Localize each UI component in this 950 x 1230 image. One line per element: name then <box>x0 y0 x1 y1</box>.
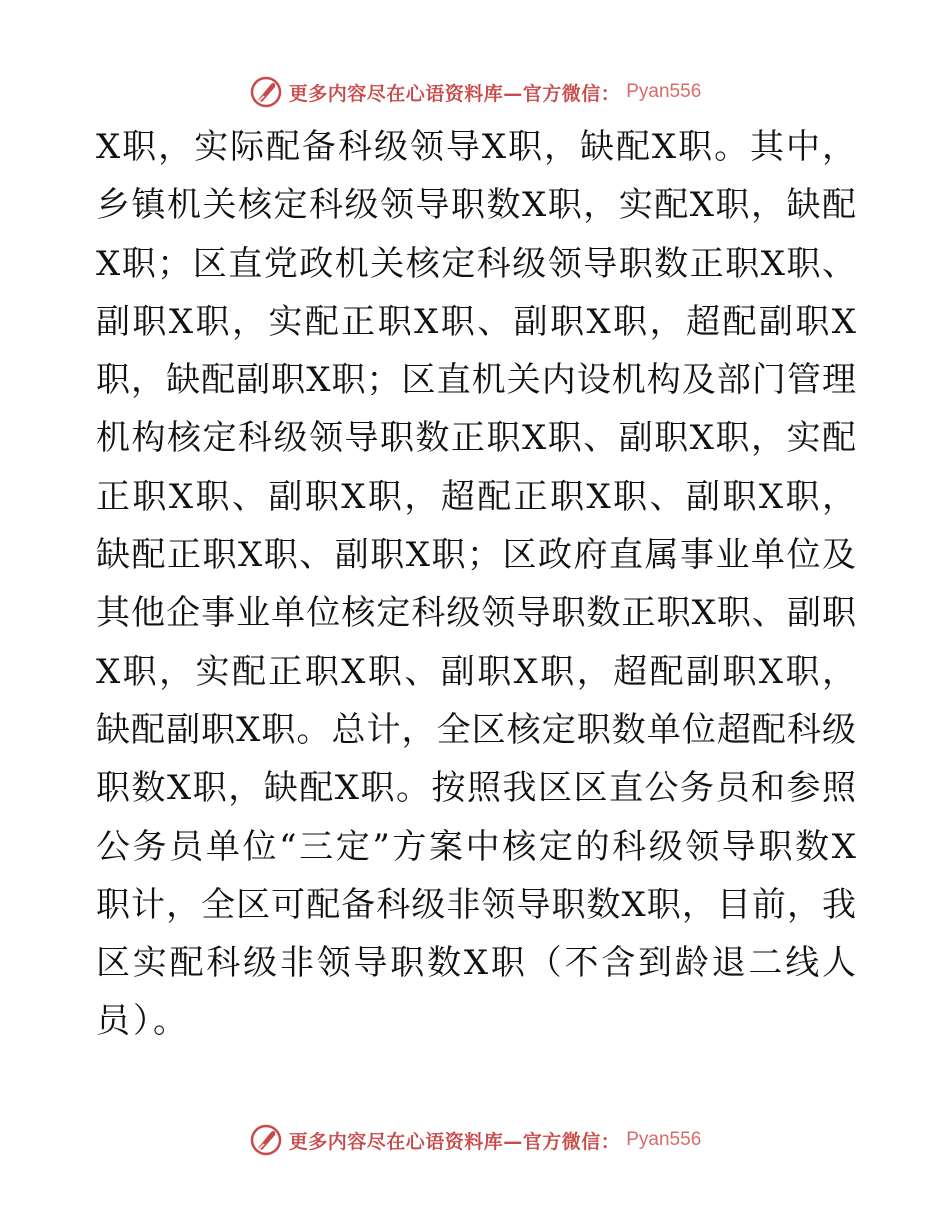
header-watermark-content <box>249 75 702 109</box>
body-line: 职，缺配副职X职；区直机关内设机构及部门管理 <box>96 360 856 401</box>
body-line: 机构核定科级领导职数正职X职、副职X职，实配 <box>96 418 856 459</box>
body-line: 乡镇机关核定科级领导职数X职，实配X职，缺配 <box>96 185 856 226</box>
header-watermark-account: Pyan556 <box>626 81 702 102</box>
body-line: 员）。 <box>96 1001 190 1042</box>
body-line: 区实配科级非领导职数X职（不含到龄退二线人 <box>96 943 856 984</box>
body-line: 其他企事业单位核定科级领导职数正职X职、副职 <box>96 593 856 634</box>
body-line: 副职X职，实配正职X职、副职X职，超配副职X <box>96 301 856 342</box>
body-line: 缺配正职X职、副职X职；区政府直属事业单位及 <box>96 535 856 576</box>
header-watermark-banner <box>0 72 950 112</box>
body-line: 职数X职，缺配X职。按照我区区直公务员和参照 <box>96 768 856 809</box>
footer-watermark-banner <box>0 1120 950 1160</box>
body-line: 公务员单位“三定”方案中核定的科级领导职数X <box>96 826 856 867</box>
header-watermark-text: 更多内容尽在心语资料库—官方微信： <box>288 82 621 105</box>
body-line: 职计，全区可配备科级非领导职数X职，目前，我 <box>96 884 856 925</box>
body-line: X职，实配正职X职、副职X职，超配副职X职， <box>96 651 856 692</box>
body-line: 缺配副职X职。总计，全区核定职数单位超配科级 <box>96 709 856 750</box>
quill-logo-icon <box>249 1123 283 1157</box>
footer-watermark-text: 更多内容尽在心语资料库—官方微信： <box>288 1130 621 1153</box>
body-line: X职，实际配备科级领导X职，缺配X职。其中， <box>96 127 856 167</box>
document-body <box>96 118 856 1051</box>
footer-watermark-content <box>249 1123 702 1157</box>
footer-watermark-account: Pyan556 <box>626 1129 702 1150</box>
quill-logo-icon <box>249 75 283 109</box>
body-line: 正职X职、副职X职，超配正职X职、副职X职， <box>96 476 856 517</box>
body-line: X职；区直党政机关核定科级领导职数正职X职、 <box>96 243 856 284</box>
